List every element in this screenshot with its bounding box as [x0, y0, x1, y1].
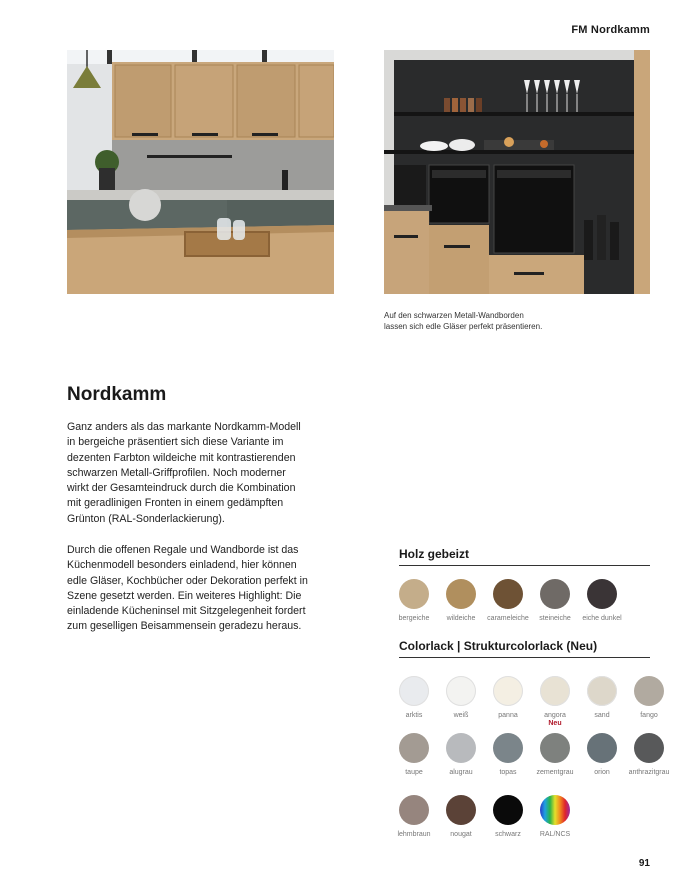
swatch-label: wildeiche: [446, 615, 476, 622]
color-finish-heading: Colorlack | Strukturcolorlack (Neu): [399, 639, 650, 658]
swatch-arktis: [399, 676, 429, 706]
swatch-label: orion: [594, 769, 610, 776]
caption-line-1: Auf den schwarzen Metall-Wandborden: [384, 311, 524, 320]
swatch-schwarz: [493, 795, 523, 825]
wood-finish-heading: Holz gebeizt: [399, 547, 650, 566]
swatch-wildeiche: [446, 579, 476, 609]
paragraph-line: Ganz anders als das markante Nordkamm-Modell: [67, 421, 301, 433]
swatch-wei: [446, 676, 476, 706]
paragraph-line: schwarzen Metall-Griffprofilen. Noch moderner: [67, 466, 286, 479]
paragraph-line: dezenten Farbton wildeiche mit kontrastierenden: [67, 451, 296, 464]
swatch-label: sand: [594, 712, 610, 719]
swatch-label: schwarz: [495, 831, 521, 838]
swatch-label: carameleiche: [487, 615, 529, 622]
body-paragraph-2: [67, 543, 327, 635]
swatch-label: weiß: [453, 712, 469, 719]
paragraph-line: Durch die offenen Regale und Wandborde ist das: [67, 544, 299, 556]
new-badge: Neu: [548, 720, 562, 727]
swatch-sand: [587, 676, 617, 706]
swatch-carameleiche: [493, 579, 523, 609]
kitchen-photo-right: [384, 50, 650, 294]
article-title: Nordkamm: [67, 384, 167, 405]
swatch-label: nougat: [450, 831, 472, 838]
swatch-label: panna: [498, 712, 518, 719]
swatch-label: bergeiche: [398, 615, 430, 622]
swatch-nougat: [446, 795, 476, 825]
swatch-ral-ncs: [540, 795, 570, 825]
swatch-taupe: [399, 733, 429, 763]
paragraph-line: zum geselligen Beisammensein geradezu heraus.: [67, 620, 302, 633]
swatch-orion: [587, 733, 617, 763]
paragraph-line: Grünton (RAL-Sonderlackierung).: [67, 512, 225, 525]
kitchen-photo-left: [67, 50, 334, 294]
swatch-label: RAL/NCS: [539, 831, 571, 838]
swatch-eiche-dunkel: [587, 579, 617, 609]
swatch-alugrau: [446, 733, 476, 763]
swatch-bergeiche: [399, 579, 429, 609]
paragraph-line: Küchenmodell besonders einladend, hier können: [67, 559, 297, 572]
paragraph-line: wirkt der Gesamteindruck durch die Kombination: [67, 482, 296, 495]
paragraph-line: in bergeiche präsentiert sich diese Variante im: [67, 436, 284, 449]
document-header-title: FM Nordkamm: [571, 24, 650, 36]
swatch-label: topas: [499, 769, 517, 776]
swatch-fango: [634, 676, 664, 706]
swatch-label: alugrau: [449, 769, 473, 776]
paragraph-line: edle Gläser, Kochbücher oder Dekoration perfekt in: [67, 574, 308, 587]
photo-caption: [384, 310, 584, 332]
swatch-angora: [540, 676, 570, 706]
swatch-label: zementgrau: [536, 769, 574, 776]
swatch-panna: [493, 676, 523, 706]
swatch-label: eiche dunkel: [582, 615, 622, 622]
paragraph-line: mit geradlinigen Fronten in einem gedämpften: [67, 497, 284, 510]
swatch-lehmbraun: [399, 795, 429, 825]
swatch-label: anthrazitgrau: [628, 769, 670, 776]
page-number: 91: [638, 858, 650, 869]
swatch-label: angora: [544, 712, 566, 719]
swatch-label: taupe: [405, 769, 423, 776]
paragraph-line: Szene gesetzt werden. Ein weiteres Highlight: Die: [67, 589, 302, 602]
body-paragraph-1: [67, 420, 327, 527]
swatch-anthrazitgrau: [634, 733, 664, 763]
swatch-label: steineiche: [539, 615, 571, 622]
swatch-label: arktis: [405, 712, 423, 719]
swatch-zementgrau: [540, 733, 570, 763]
paragraph-line: einladende Kücheninsel mit Sitzgelegenheit fordert: [67, 605, 306, 618]
swatch-label: lehmbraun: [397, 831, 431, 838]
swatch-steineiche: [540, 579, 570, 609]
swatch-label: fango: [640, 712, 658, 719]
swatch-topas: [493, 733, 523, 763]
caption-line-2: lassen sich edle Gläser perfekt präsentieren.: [384, 322, 543, 331]
